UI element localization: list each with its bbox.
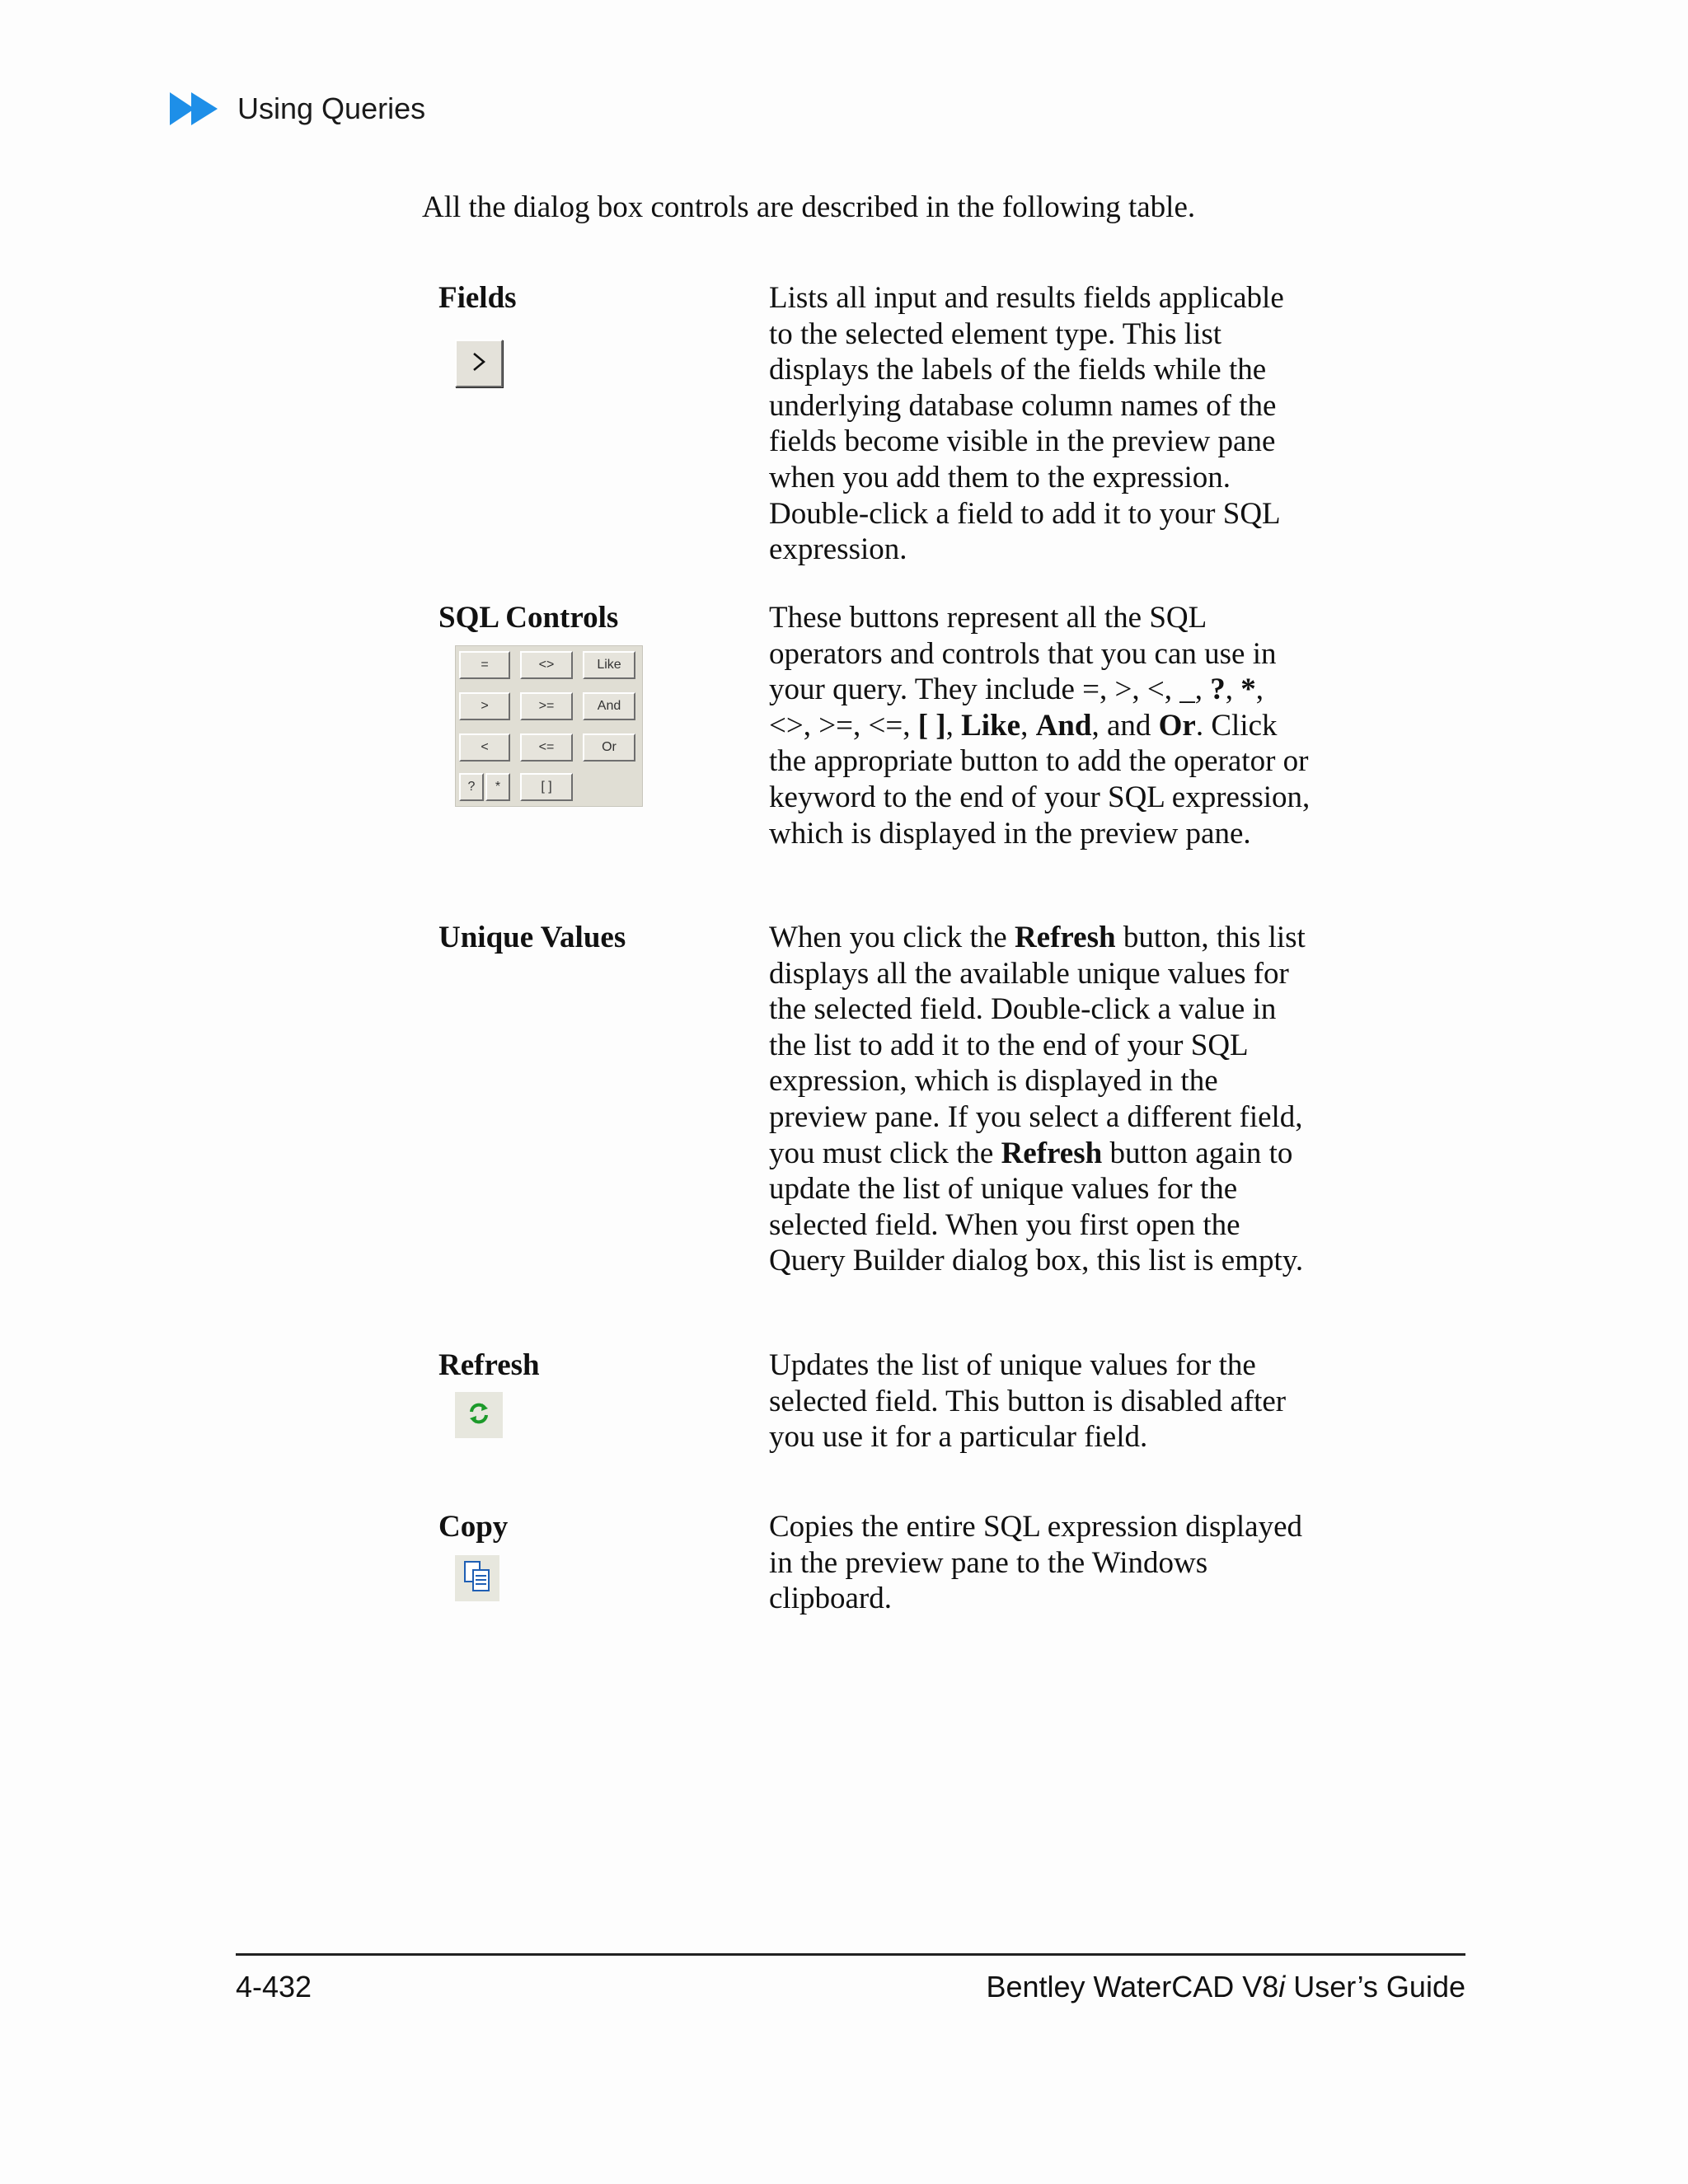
term-refresh: Refresh: [438, 1348, 540, 1382]
less-equal-button[interactable]: <=: [520, 733, 573, 762]
term-sql-controls: SQL Controls: [438, 601, 619, 635]
or-button[interactable]: Or: [583, 733, 635, 762]
desc-copy: Copies the entire SQL expression displayed in the preview pane to the Windows clipboard.: [769, 1510, 1303, 1616]
term-copy: Copy: [438, 1510, 509, 1544]
desc-sql-controls: These buttons represent all the SQL operators and controls that you can use in your query. They include =, >, <, _, ?, *, <>, >=, <=, [ ], Like, And, and Or. Click the appropriate button to add the operator or keyword to the end of your SQL expression, which is displayed in the preview pane.: [769, 601, 1311, 851]
and-button[interactable]: And: [583, 692, 635, 720]
star-wildcard-button[interactable]: *: [485, 773, 510, 801]
refresh-icon: [467, 1401, 491, 1430]
double-arrow-logo-icon: [170, 91, 223, 127]
sql-controls-panel: [455, 645, 643, 807]
desc-fields: Lists all input and results fields applicable to the selected element type. This list displays the labels of the fields while the underlying database column names of the fields become visible in the preview pane when you add them to the expression. Double-click a field to add it to your SQL expression.: [769, 281, 1284, 567]
greater-than-button[interactable]: >: [459, 692, 510, 720]
page-header: [170, 87, 425, 130]
greater-equal-button[interactable]: >=: [520, 692, 573, 720]
guide-title: Bentley WaterCAD V8i User’s Guide: [986, 1970, 1465, 2004]
equals-button[interactable]: =: [459, 651, 510, 679]
chevron-right-icon: [469, 351, 489, 377]
desc-refresh: Updates the list of unique values for the selected field. This button is disabled after you use it for a particular field.: [769, 1348, 1287, 1455]
section-title: Using Queries: [237, 91, 426, 125]
add-field-button[interactable]: [455, 340, 503, 387]
intro-text: All the dialog box controls are described in the following table.: [422, 190, 1196, 224]
less-than-button[interactable]: <: [459, 733, 510, 762]
page-number: 4-432: [236, 1970, 312, 2004]
question-wildcard-button[interactable]: ?: [459, 773, 484, 801]
copy-button[interactable]: [455, 1555, 499, 1601]
desc-unique-values: When you click the Refresh button, this list displays all the available unique values for the selected field. Double-click a value in the list to add it to the end of your SQL expression, which is displayed in the preview pane. If you select a different field, you must click the Refresh button again to update the list of unique values for the selected field. When you first open the Query Builder dialog box, this list is empty.: [769, 921, 1306, 1278]
like-button[interactable]: Like: [583, 651, 635, 679]
copy-icon: [463, 1560, 491, 1597]
term-unique-values: Unique Values: [438, 921, 626, 954]
brackets-button[interactable]: [ ]: [520, 773, 573, 801]
refresh-button[interactable]: [455, 1392, 503, 1438]
footer-divider: [236, 1953, 1465, 1956]
not-equal-button[interactable]: <>: [520, 651, 573, 679]
term-fields: Fields: [438, 281, 517, 315]
